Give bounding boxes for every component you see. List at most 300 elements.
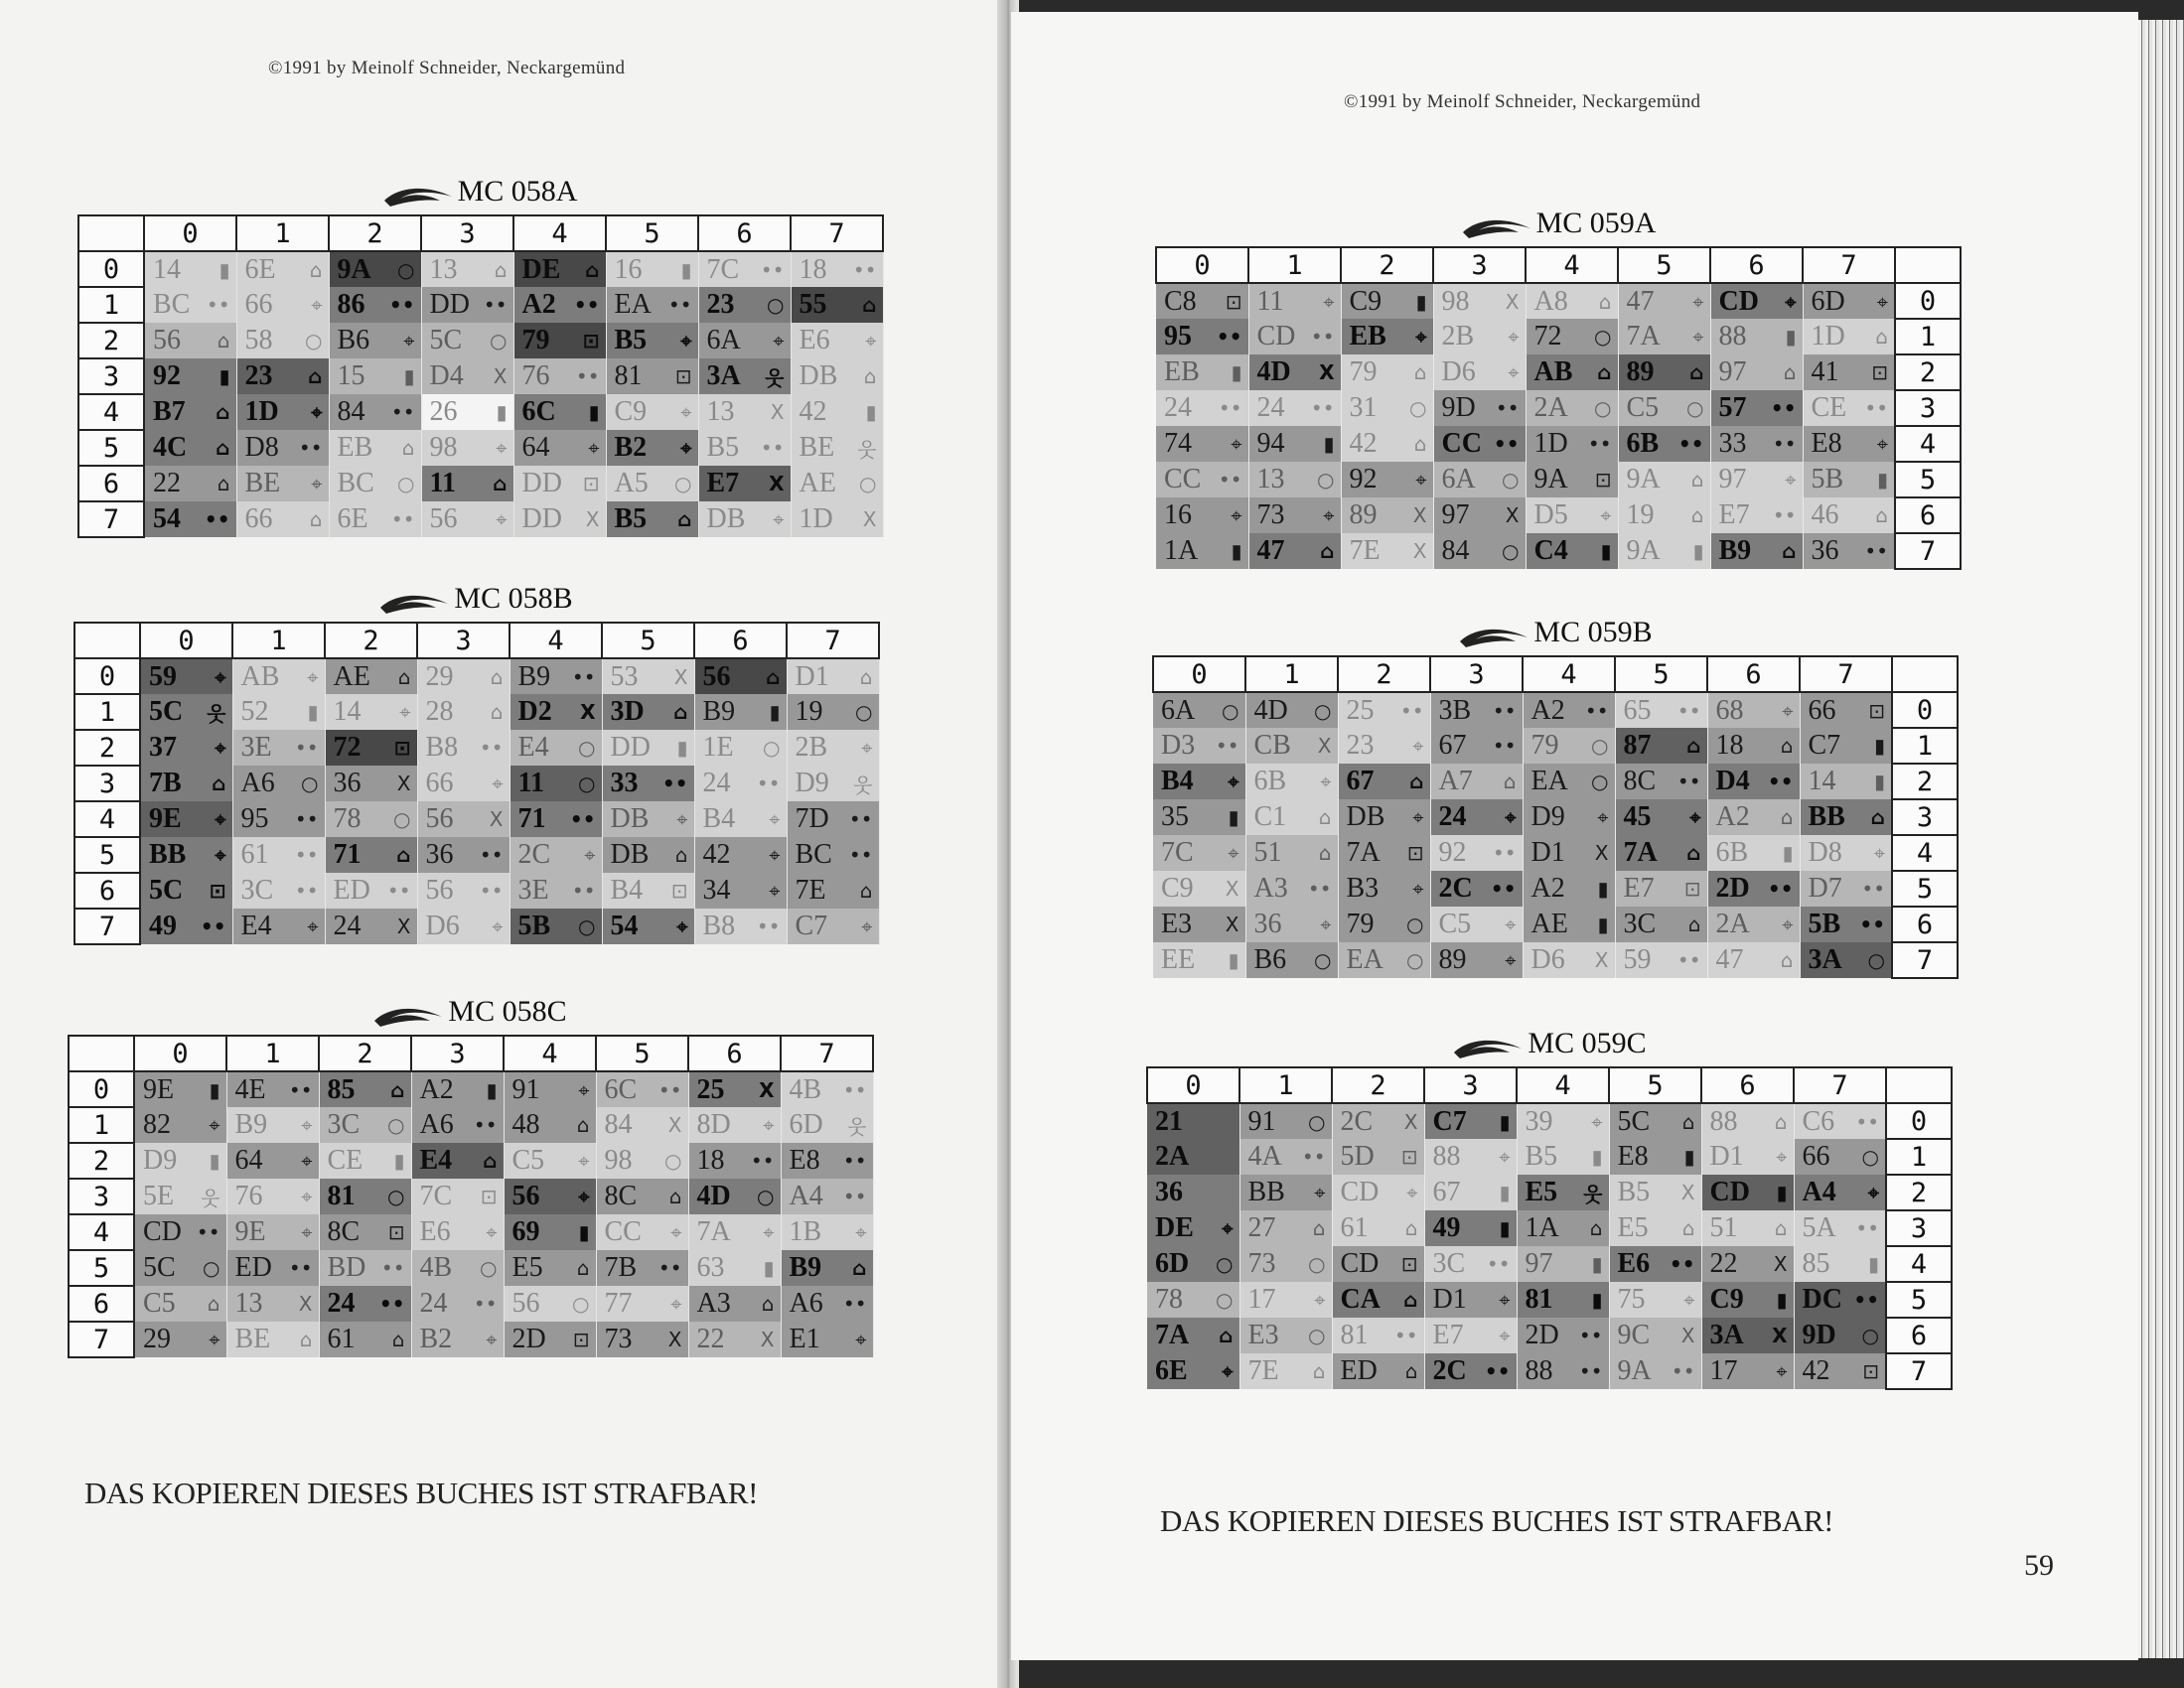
code-cell [1341,354,1433,390]
row-header: 6 [78,466,144,501]
cell-code: 87 [1623,730,1652,761]
cell-code: EB [337,432,373,463]
cell-code: 57 [1718,392,1747,423]
cell-code: E6 [799,325,830,355]
column-header: 7 [1800,656,1892,692]
cell-code: 2A [1533,392,1568,423]
code-cell [226,1179,319,1214]
column-header: 5 [606,215,698,251]
code-cell [1794,1175,1886,1210]
code-cell [1430,907,1523,942]
cell-code: 49 [149,911,177,941]
cell-symbol-icon: ⌂ [212,772,226,795]
cell-code: E8 [1617,1141,1649,1172]
code-cell [787,766,879,801]
column-header: 6 [688,1036,781,1071]
code-cell [787,730,879,766]
code-cell [226,1322,319,1357]
cell-code: 13 [234,1288,263,1319]
cell-symbol-icon: ⌂ [390,1077,405,1102]
row-header: 4 [1895,426,1961,462]
column-header: 1 [236,215,329,251]
cell-symbol-icon: ⌖ [1597,805,1609,829]
cell-symbol-icon: •• [1484,1359,1511,1383]
code-cell [1707,764,1800,799]
row-header: 2 [1886,1175,1952,1210]
row-header: 4 [1892,835,1958,871]
cell-code: 98 [1441,285,1470,317]
code-cell [1794,1139,1886,1175]
code-cell [1707,942,1800,978]
cell-code: E3 [1247,1320,1279,1350]
swoosh-logo-icon [382,179,454,209]
cell-code: 18 [799,253,827,285]
cell-code: A7 [1438,766,1473,796]
cell-symbol-icon: •• [1853,1288,1879,1312]
code-cell [411,1250,504,1286]
cell-code: DD [610,732,651,763]
code-cell [1707,692,1800,728]
table-title-text: MC 059C [1528,1027,1647,1059]
table-row [78,358,883,394]
cell-code: 47 [1626,285,1655,317]
column-header: 7 [781,1036,873,1071]
cell-symbol-icon: •• [848,807,873,831]
cell-code: 5C [429,325,463,355]
cell-symbol-icon: ○ [578,772,596,795]
cell-symbol-icon: ⌂ [397,664,411,689]
cell-code: B9 [702,696,736,727]
cell-code: CC [604,1216,642,1247]
cell-symbol-icon: ⌖ [1785,468,1797,492]
cell-symbol-icon: ⌂ [217,329,230,352]
header-row [1153,656,1958,692]
code-cell [1618,462,1710,497]
cell-symbol-icon: •• [852,257,877,282]
cell-symbol-icon: •• [1307,877,1332,901]
cell-symbol-icon: ○ [1308,1109,1326,1134]
cell-symbol-icon: •• [1495,396,1520,420]
cell-code: 13 [1256,464,1285,494]
copyright-notice: ©1991 by Meinolf Schneider, Neckargemünd [1344,91,1701,112]
cell-code: BB [1247,1177,1285,1207]
code-table [1152,655,1959,979]
table-row [1156,283,1961,319]
cell-symbol-icon: ⌖ [307,664,319,689]
cell-code: 56 [702,660,731,692]
cell-symbol-icon: •• [204,507,230,531]
cell-symbol-icon: ⊡ [1400,1145,1418,1169]
cell-symbol-icon: ▮ [496,400,508,424]
code-cell [325,766,417,801]
code-cell [1430,799,1523,835]
cell-symbol-icon: ▮ [1228,948,1239,972]
code-cell [1338,942,1430,978]
cell-symbol-icon: X [1772,1324,1788,1347]
table-row [74,730,879,766]
cell-symbol-icon: ⌖ [1782,913,1794,936]
code-cell [1153,871,1245,907]
code-cell [1526,462,1618,497]
table-row [74,801,879,837]
cell-symbol-icon: ⌖ [1873,841,1885,865]
cell-symbol-icon: ⊡ [1862,1359,1879,1383]
code-cell [1800,942,1892,978]
cell-code: 66 [244,289,273,320]
cell-symbol-icon: ⌖ [1228,841,1239,865]
code-cell [1526,497,1618,533]
cell-code: 79 [521,325,550,355]
cell-symbol-icon: X [1680,1324,1695,1347]
cell-code: B9 [234,1109,268,1140]
cell-symbol-icon: •• [479,879,504,903]
cell-symbol-icon: ⌖ [215,736,226,760]
cell-code: 9E [143,1073,175,1105]
cell-code: E5 [1525,1177,1558,1207]
cell-code: 81 [1525,1284,1553,1315]
cell-code: BB [1808,801,1845,832]
code-cell [513,358,606,394]
cell-code: 1D [244,396,279,427]
cell-code: 5D [1340,1141,1375,1172]
cell-symbol-icon: ○ [1594,325,1612,349]
cell-code: D9 [795,768,829,798]
cell-symbol-icon: ▮ [769,700,781,724]
code-cell [134,1179,226,1214]
cell-code: C5 [511,1145,545,1176]
cell-code: 7A [1623,837,1658,868]
code-cell [791,323,883,358]
row-header: 0 [74,658,140,694]
cell-symbol-icon: ⌖ [763,1220,775,1244]
table-row [78,323,883,358]
cell-code: 92 [1438,837,1467,868]
cell-symbol-icon: X [770,400,785,424]
code-cell [602,766,694,801]
cell-symbol-icon: ▮ [1683,1145,1695,1169]
table-row [78,430,883,466]
code-cell [1245,692,1338,728]
code-cell [1710,497,1803,533]
cell-symbol-icon: ⌖ [399,700,411,724]
code-cell [1618,390,1710,426]
column-header: 0 [1153,656,1245,692]
code-cell [1341,462,1433,497]
cell-code: B4 [610,875,644,906]
cell-symbol-icon: X [1403,1109,1418,1134]
cell-code: DD [521,503,562,534]
cell-code: 64 [234,1145,263,1176]
column-header: 6 [694,623,787,658]
code-cell [1239,1353,1332,1389]
cell-code: 48 [511,1109,540,1140]
cell-code: 71 [517,803,546,834]
cell-code: 36 [1155,1177,1183,1207]
cell-symbol-icon: ⌂ [1503,770,1517,793]
cell-symbol-icon: ⌖ [1505,913,1517,936]
code-cell [606,466,698,501]
cell-symbol-icon: ⌖ [763,1113,775,1137]
cell-code: 91 [1247,1105,1276,1137]
cell-symbol-icon: X [298,1292,313,1316]
code-cell [236,323,329,358]
cell-code: 23 [1346,730,1375,761]
code-cell [1517,1246,1609,1282]
cell-symbol-icon: ⌖ [769,807,781,831]
cell-symbol-icon: X [1317,734,1332,758]
cell-symbol-icon: ⊡ [1871,360,1888,384]
code-cell [226,1214,319,1250]
code-cell [411,1143,504,1179]
cell-code: CC [1441,428,1482,459]
cell-symbol-icon: ○ [1502,539,1520,563]
cell-code: 24 [702,768,731,798]
cell-symbol-icon: ○ [763,736,781,760]
cell-symbol-icon: X [396,914,411,938]
cell-code: B5 [614,503,648,534]
cell-code: 27 [1247,1212,1276,1243]
cell-symbol-icon: ⌂ [1875,503,1888,527]
code-cell [325,730,417,766]
cell-symbol-icon: ⌂ [1780,948,1794,972]
column-header: 3 [1430,656,1523,692]
cell-symbol-icon: ⌂ [1686,841,1701,865]
cell-code: 3A [706,360,741,391]
cell-code: 81 [1340,1320,1369,1350]
cell-code: A2 [1530,873,1565,904]
cell-code: B3 [1346,873,1380,904]
code-cell [1156,426,1248,462]
code-cell [787,873,879,909]
code-cell [1433,497,1526,533]
cell-code: DD [429,289,470,320]
code-cell [1800,692,1892,728]
row-header: 1 [1895,319,1961,354]
cell-symbol-icon: •• [1855,1109,1879,1134]
code-cell [1332,1246,1424,1282]
cell-code: 36 [1811,535,1839,566]
code-cell [1248,533,1341,569]
code-cell [1338,799,1430,835]
cell-symbol-icon: •• [571,664,596,689]
cell-code: 6D [1811,285,1845,317]
cell-symbol-icon: ▮ [763,1256,775,1280]
cell-symbol-icon: ▮ [578,1220,590,1244]
code-cell [1517,1353,1609,1389]
code-cell [1153,728,1245,764]
column-header: 0 [134,1036,226,1071]
table-row [1156,533,1961,569]
code-cell [421,358,513,394]
code-cell [1433,283,1526,319]
code-cell [1341,319,1433,354]
code-cell [1701,1353,1794,1389]
cell-symbol-icon: ⌖ [209,1113,220,1137]
cell-symbol-icon: •• [1859,913,1885,936]
code-cell [417,837,510,873]
cell-code: 7C [419,1181,453,1211]
table-corner [1895,247,1961,283]
row-header: 4 [69,1214,134,1250]
cell-symbol-icon: ⌖ [492,772,504,795]
code-cell [1147,1139,1239,1175]
cell-code: 14 [1808,766,1836,796]
cell-code: 56 [511,1181,540,1211]
code-cell [329,430,421,466]
code-cell [232,837,325,873]
code-cell [1710,354,1803,390]
row-header: 5 [74,837,140,873]
swoosh-logo-icon [378,586,450,616]
cell-symbol-icon: •• [1492,734,1517,758]
cell-symbol-icon: ⌖ [496,436,508,460]
cell-code: A6 [419,1109,454,1140]
code-cell [510,658,602,694]
code-cell [421,251,513,287]
cell-symbol-icon: ▮ [1692,539,1704,563]
code-cell [1147,1246,1239,1282]
table-row [1153,692,1958,728]
code-cell [236,358,329,394]
cell-symbol-icon: •• [1486,1252,1511,1276]
code-cell [417,730,510,766]
code-table [73,622,880,945]
code-cell [417,658,510,694]
cell-symbol-icon: X [667,1328,682,1351]
row-header: 2 [74,730,140,766]
cell-symbol-icon: •• [760,257,785,282]
cell-symbol-icon: ▮ [1782,841,1794,865]
code-cell [421,394,513,430]
cell-code: 61 [1340,1212,1369,1243]
code-cell [232,694,325,730]
cell-symbol-icon: ⌂ [761,1292,775,1316]
code-cell [510,730,602,766]
table-row [69,1143,873,1179]
cell-code: 7A [696,1216,731,1247]
cell-code: 51 [1253,837,1282,868]
code-cell [1618,426,1710,462]
code-cell [1338,907,1430,942]
cell-symbol-icon: •• [390,400,415,424]
cell-code: 81 [614,360,643,391]
code-cell [1433,354,1526,390]
table-row [1153,907,1958,942]
cell-symbol-icon: ○ [397,472,415,495]
code-cell [1245,942,1338,978]
cell-code: B2 [614,432,648,463]
cell-code: 89 [1349,499,1378,530]
cell-symbol-icon: •• [294,736,319,760]
column-header: 4 [513,215,606,251]
code-cell [1245,871,1338,907]
cell-symbol-icon: ○ [767,293,785,317]
column-header: 6 [1701,1067,1794,1103]
swoosh-logo-icon [1461,211,1532,240]
code-cell [1430,728,1523,764]
table-row [74,909,879,944]
code-cell [1701,1282,1794,1318]
cell-symbol-icon: •• [1676,770,1701,793]
cell-symbol-icon: •• [1864,396,1888,420]
cell-symbol-icon: X [585,507,600,531]
code-cell [1517,1103,1609,1139]
cell-code: 68 [1715,694,1744,726]
code-cell [1156,533,1248,569]
table-row [1147,1103,1952,1139]
code-cell [1430,692,1523,728]
code-cell [1618,319,1710,354]
cell-symbol-icon: ⌖ [1320,913,1332,936]
code-cell [1338,835,1430,871]
cell-symbol-icon: X [769,472,785,495]
cell-symbol-icon: ⌂ [1875,325,1888,349]
cell-code: B5 [614,325,648,355]
table-row [1147,1139,1952,1175]
code-cell [411,1107,504,1143]
code-cell [144,501,236,537]
cell-code: 6E [1155,1355,1188,1386]
cell-code: 22 [1709,1248,1738,1279]
cell-symbol-icon: ⌖ [578,1149,590,1173]
cell-code: 46 [1811,499,1839,530]
cell-code: 5B [517,911,551,941]
code-cell [698,323,791,358]
row-header: 7 [74,909,140,944]
cell-code: B4 [1161,766,1194,796]
cell-symbol-icon: •• [750,1149,775,1173]
cell-code: 3D [610,696,645,727]
code-cell [134,1214,226,1250]
cell-code: 92 [1349,464,1378,494]
code-cell [1803,283,1895,319]
cell-symbol-icon: ⌂ [1687,913,1701,936]
cell-code: E3 [1161,909,1193,939]
cell-code: C1 [1253,801,1287,832]
row-header: 5 [1892,871,1958,907]
cell-symbol-icon: ⌖ [209,1328,220,1351]
cell-symbol-icon: •• [200,914,226,938]
table-row [74,658,879,694]
cell-code: B5 [1525,1141,1558,1172]
cell-symbol-icon: •• [288,1077,313,1102]
code-cell [513,430,606,466]
table-block-058a [77,175,882,538]
cell-symbol-icon: ⌖ [1591,1109,1603,1134]
cell-code: DE [1155,1212,1194,1243]
cell-symbol-icon: ⌖ [1499,1324,1511,1347]
cell-symbol-icon: ⌖ [486,1220,498,1244]
cell-code: 1B [789,1216,822,1247]
code-cell [134,1107,226,1143]
header-row [1147,1067,1952,1103]
cell-symbol-icon: ⌖ [215,664,226,689]
cell-code: CB [1253,730,1291,761]
cell-code: 3B [1438,694,1472,726]
code-cell [1803,497,1895,533]
code-cell [1517,1139,1609,1175]
table-title-text: MC 058C [448,995,567,1028]
code-cell [1701,1175,1794,1210]
cell-code: 36 [333,768,362,798]
cell-symbol-icon: •• [571,879,596,903]
code-cell [1433,390,1526,426]
code-cell [411,1071,504,1107]
code-cell [1430,942,1523,978]
code-cell [781,1250,873,1286]
code-cell [698,394,791,430]
code-cell [140,801,232,837]
